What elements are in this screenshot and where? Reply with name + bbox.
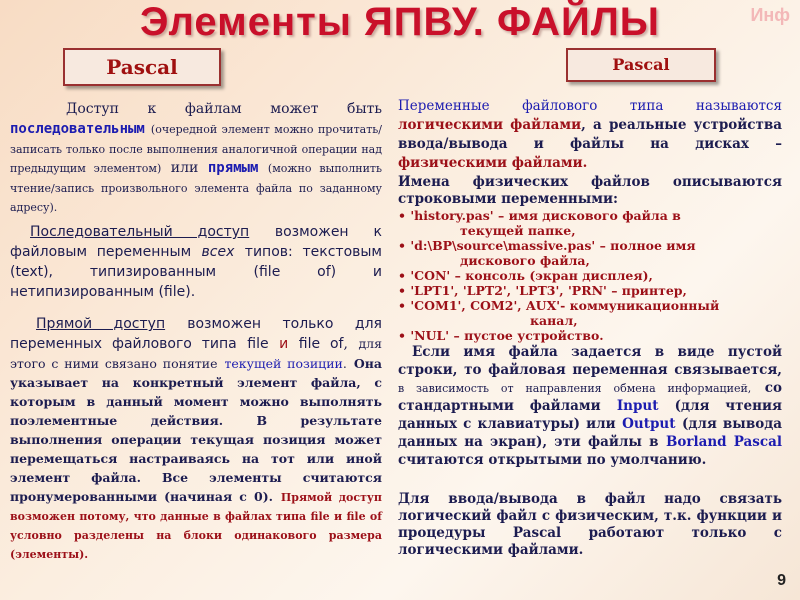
direct-text-1: возможен только для переменных файлового типа (10, 316, 382, 352)
type-file: file (247, 336, 269, 352)
right-column (398, 96, 782, 559)
term-current-position: текущей позиции (224, 356, 343, 371)
empty-name-text-2: в зависимость от направления обмена информацией, (398, 382, 752, 395)
direct-text-3: Она указывает на конкретный элемент файла, с которым в данный момент можно выполнять поэлементные действия. В результате выполнения операции текущая позиция может перемещаться настраиваясь на тот или иной элемент файла. Все элементы считаются пронумерованными (начиная с 0). (10, 356, 382, 504)
right-paragraph-binding: Для ввода/вывода в файл надо связать логический файл с физическим, т.к. функции и процедуры Pascal работают только с логическими файлами. (398, 491, 782, 558)
list-item-text: • 'd:\BP\source\massive.pas' – полное имя (398, 238, 696, 253)
term-borland-pascal: Borland Pascal (665, 434, 782, 450)
right-paragraph-logical (398, 96, 782, 172)
sequential-access-heading: Последовательный доступ (30, 224, 250, 240)
list-item (398, 283, 782, 298)
right-paragraph-names: Имена физических файлов описываются строковыми переменными: (398, 174, 782, 207)
right-paragraph-empty-name (398, 343, 782, 469)
empty-name-text-6: считаются открытыми по умолчанию. (398, 452, 707, 468)
word-all: всех (201, 244, 235, 260)
list-item-cont: канал, (530, 313, 578, 328)
direct-text-4: Прямой доступ возможен потому, что данные в файлах типа file и file of условно разделены на блоки одинакового размера (элементы). (10, 491, 382, 561)
left-paragraph-direct (10, 313, 382, 562)
term-physical-files: физическими файлами. (398, 155, 588, 171)
list-item (398, 238, 782, 268)
left-pascal-label: Pascal (63, 48, 221, 86)
logical-text: , а реальные устройства ввода/вывода и файлы на дисках – (398, 117, 782, 152)
left-column (10, 98, 382, 562)
list-item-text: • 'NUL' – пустое устройство. (398, 328, 604, 343)
list-item-text: • 'LPT1', 'LPT2', 'LPT3', 'PRN' – принтер, (398, 283, 687, 298)
type-file-of: file of (298, 336, 344, 352)
term-sequential: последовательным (10, 121, 145, 137)
page-number: 9 (777, 572, 786, 589)
corner-tag: Инф (750, 5, 790, 25)
slide-title: Элементы ЯПВУ. ФАЙЛЫ (140, 0, 660, 44)
sequential-text-1: возможен к файловым переменным (10, 224, 382, 260)
empty-name-text-1: Если имя файла задается в виде пустой строки, то файловая переменная связывается, (398, 344, 782, 378)
list-item-cont: дискового файла, (460, 253, 590, 268)
list-item (398, 208, 782, 238)
direct-explanation: (можно выполнить чтение/запись произвольного элемента файла по заданному адресу). (10, 162, 382, 214)
term-input: Input (616, 398, 659, 414)
list-item (398, 298, 782, 328)
sequential-text-2: типов: текстовым (text), типизированным (10, 244, 382, 280)
empty-name-text-3: со стандартными файлами (398, 380, 782, 414)
list-item-cont: текущей папке, (460, 223, 576, 238)
device-list (398, 208, 782, 343)
logical-intro: Переменные файлового типа называются (398, 98, 782, 114)
access-intro: Доступ к файлам может быть (66, 101, 382, 117)
sequential-explanation: (очередной элемент можно прочитать/записать только после выполнения аналогичной операции над предыдущим элементом) (10, 123, 382, 175)
word-or: или (170, 160, 199, 176)
comma: , (343, 336, 348, 352)
list-item-text: • 'history.pas' – имя дискового файла в (398, 208, 681, 223)
direct-access-heading: Прямой доступ (36, 316, 166, 332)
right-pascal-label: Pascal (566, 48, 716, 82)
list-item (398, 268, 782, 283)
empty-name-text-5: (для вывода данных на экран), эти файлы в (398, 416, 782, 450)
list-item-text: • 'CON' – консоль (экран дисплея), (398, 268, 653, 283)
period: . (342, 356, 347, 371)
word-and: и (279, 336, 289, 352)
empty-name-text-4: (для чтения данных с клавиатуры) или (398, 398, 782, 432)
left-paragraph-access (10, 98, 382, 215)
left-paragraph-sequential (10, 221, 382, 301)
term-logical-files: логическими файлами (398, 117, 582, 133)
term-direct: прямым (207, 160, 259, 176)
term-output: Output (622, 416, 676, 432)
list-item-text: • 'COM1', COM2', AUX'- коммуникационный (398, 298, 720, 313)
direct-text-2: для этого с ними связано понятие (10, 336, 382, 371)
list-item (398, 328, 782, 343)
sequential-text-3: (file of) и нетипизированным (file). (10, 264, 382, 300)
